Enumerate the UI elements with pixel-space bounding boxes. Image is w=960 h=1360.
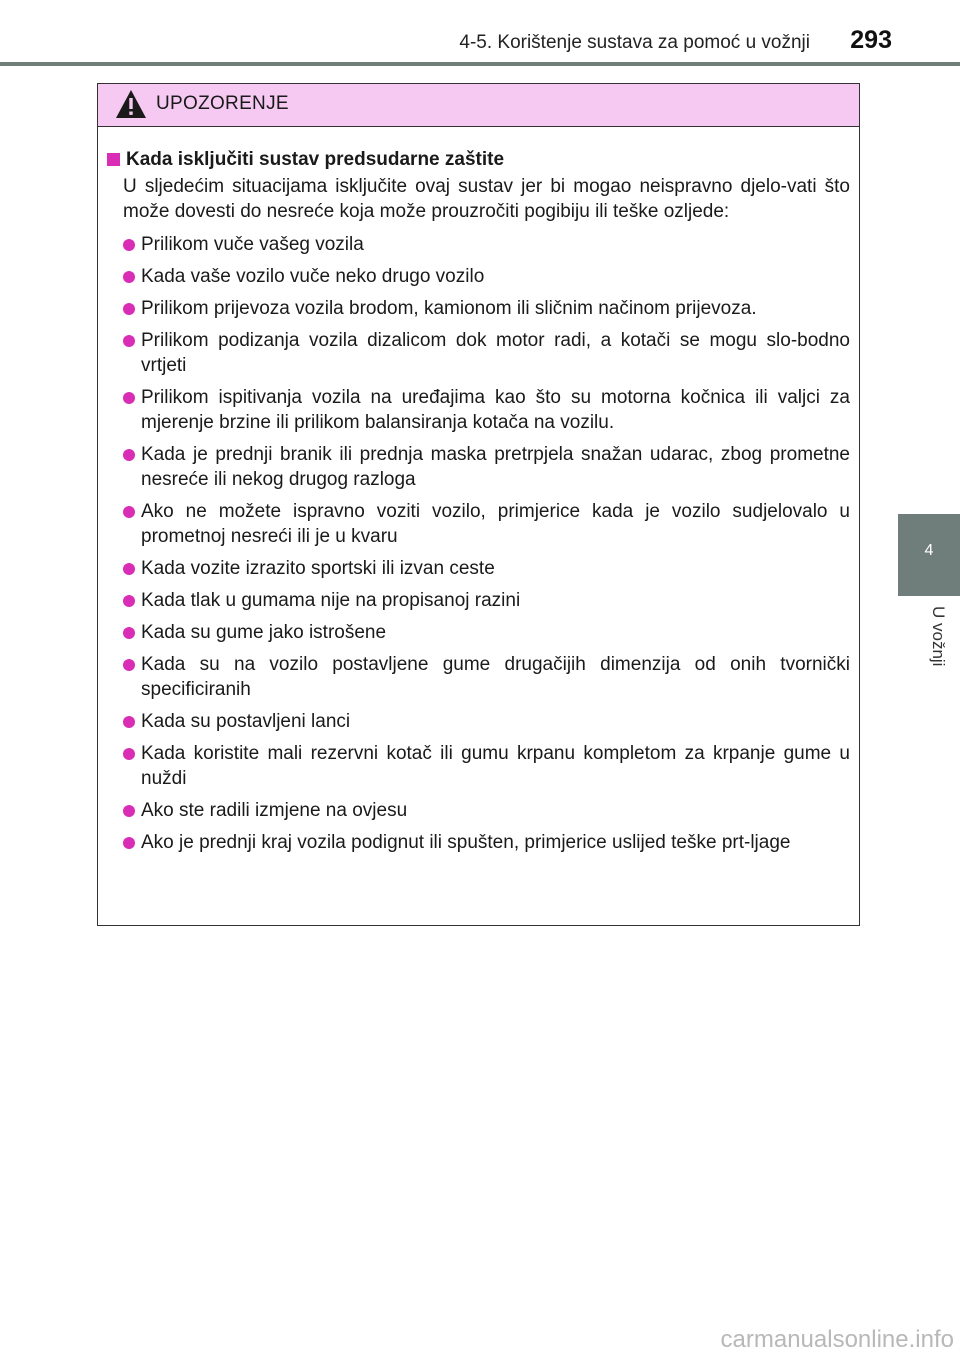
round-bullet-icon: [123, 837, 135, 849]
list-item-text: Kada vaše vozilo vuče neko drugo vozilo: [141, 266, 485, 287]
page-header: [0, 0, 960, 70]
round-bullet-icon: [123, 335, 135, 347]
warning-triangle-icon: [114, 87, 148, 121]
list-item-text: Prilikom podizanja vozila dizalicom dok motor radi, a kotači se mogu slo-bodno vrtjeti: [141, 330, 850, 376]
list-item-text: Kada koristite mali rezervni kotač ili gumu krpanu kompletom za krpanje gume u nuždi: [141, 743, 850, 789]
round-bullet-icon: [123, 239, 135, 251]
round-bullet-icon: [123, 392, 135, 404]
round-bullet-icon: [123, 563, 135, 575]
list-item-text: Prilikom ispitivanja vozila na uređajima kao što su motorna kočnica ili valjci za mjerenje brzine ili prilikom balansiranja kotača na vozilu.: [141, 387, 850, 433]
round-bullet-icon: [123, 659, 135, 671]
warning-heading-text: Kada isključiti sustav predsudarne zaštite: [126, 149, 505, 170]
list-item-text: Kada su na vozilo postavljene gume drugačijih dimenzija od onih tvornički specificiranih: [141, 654, 850, 700]
list-item: [123, 328, 850, 378]
round-bullet-icon: [123, 627, 135, 639]
list-item: [123, 741, 850, 791]
warning-heading: [107, 147, 850, 172]
list-item: [123, 442, 850, 492]
chapter-label: U vožnji: [929, 606, 948, 667]
list-item: [123, 620, 850, 645]
round-bullet-icon: [123, 805, 135, 817]
watermark: carmanualsonline.info: [720, 1326, 954, 1353]
list-item-text: Kada vozite izrazito sportski ili izvan ceste: [141, 558, 495, 579]
list-item-text: Kada su postavljeni lanci: [141, 711, 351, 732]
page-number: 293: [850, 26, 892, 54]
round-bullet-icon: [123, 716, 135, 728]
chapter-number: 4: [924, 542, 934, 559]
list-item: [123, 264, 850, 289]
list-item: [123, 830, 850, 855]
warning-title: UPOZORENJE: [156, 93, 289, 114]
round-bullet-icon: [123, 303, 135, 315]
list-item: [123, 232, 850, 257]
list-item: [123, 385, 850, 435]
header-divider: [0, 62, 960, 66]
round-bullet-icon: [123, 271, 135, 283]
round-bullet-icon: [123, 748, 135, 760]
list-item-text: Ako je prednji kraj vozila podignut ili spušten, primjerice uslijed teške prt-ljage: [141, 832, 791, 853]
list-item: [123, 499, 850, 549]
list-item-text: Prilikom prijevoza vozila brodom, kamionom ili sličnim načinom prijevoza.: [141, 298, 757, 319]
list-item-text: Prilikom vuče vašeg vozila: [141, 234, 364, 255]
section-title: 4-5. Korištenje sustava za pomoć u vožnji: [459, 32, 810, 53]
square-bullet-icon: [107, 153, 120, 166]
round-bullet-icon: [123, 449, 135, 461]
list-item-text: Kada su gume jako istrošene: [141, 622, 387, 643]
list-item: [123, 588, 850, 613]
warning-body: [98, 127, 859, 855]
chapter-tab[interactable]: [898, 514, 960, 596]
list-item-text: Ako ne možete ispravno voziti vozilo, primjerice kada je vozilo sudjelovalo u prometnoj nesreći ili je u kvaru: [141, 501, 850, 547]
list-item-text: Ako ste radili izmjene na ovjesu: [141, 800, 408, 821]
warning-box: [97, 83, 860, 926]
list-item: [123, 652, 850, 702]
list-item-text: Kada je prednji branik ili prednja maska pretrpjela snažan udarac, zbog prometne nesreće ili nekog drugog razloga: [141, 444, 850, 490]
list-item: [123, 556, 850, 581]
list-item: [123, 798, 850, 823]
list-item: [123, 296, 850, 321]
situation-list: [107, 232, 850, 855]
list-item-text: Kada tlak u gumama nije na propisanoj razini: [141, 590, 521, 611]
round-bullet-icon: [123, 506, 135, 518]
warning-header: [98, 84, 859, 127]
list-item: [123, 709, 850, 734]
warning-intro: U sljedećim situacijama isključite ovaj sustav jer bi mogao neispravno djelo-vati što može dovesti do nesreće koja može prouzročiti pogibiju ili teške ozljede:: [123, 176, 850, 222]
round-bullet-icon: [123, 595, 135, 607]
